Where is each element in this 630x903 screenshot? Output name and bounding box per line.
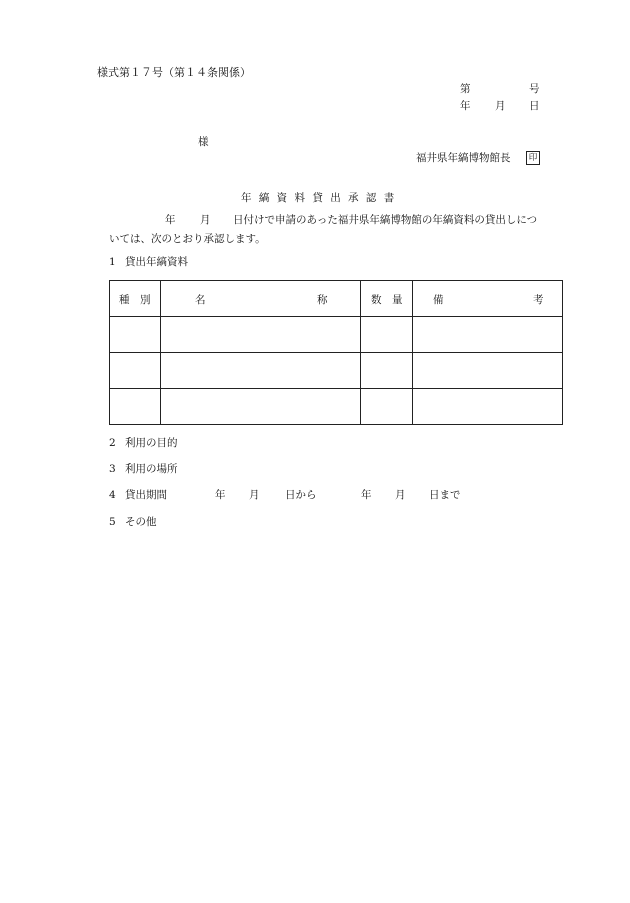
addressee-suffix: 様 (198, 136, 209, 148)
period-end-day: 日まで (429, 489, 461, 501)
date-year: 年 (460, 100, 471, 112)
body-text-line1: 日付けで申請のあった福井県年縞博物館の年縞資料の貸出しにつ (233, 214, 538, 226)
loan-items-table (109, 280, 563, 425)
section-4-label: 貸出期間 (125, 489, 167, 501)
table-cell[interactable] (361, 353, 413, 389)
table-row (110, 353, 563, 389)
date-day: 日 (529, 100, 540, 112)
table-cell[interactable] (413, 389, 563, 425)
issuer-name: 福井県年縞博物館長 (416, 152, 511, 164)
header-name-b: 称 (317, 294, 328, 306)
doc-number-prefix: 第 (460, 83, 471, 95)
section-2-number: 2 (109, 437, 116, 449)
period-start-month: 月 (249, 489, 260, 501)
document-title: 年 縞 資 料 貸 出 承 認 書 (241, 192, 395, 204)
table-cell[interactable] (110, 317, 161, 353)
period-end-month: 月 (395, 489, 406, 501)
table-cell[interactable] (161, 389, 361, 425)
section-5-number: 5 (109, 516, 116, 528)
doc-number-suffix: 号 (529, 83, 540, 95)
table-cell[interactable] (161, 353, 361, 389)
header-type-b: 別 (140, 294, 151, 306)
section-3-number: 3 (109, 463, 116, 475)
table-cell[interactable] (110, 353, 161, 389)
header-type (110, 281, 161, 317)
header-name (161, 281, 361, 317)
section-5-label: その他 (125, 516, 157, 528)
period-end-year: 年 (361, 489, 372, 501)
header-remarks-b: 考 (533, 294, 544, 306)
header-remarks-a: 備 (433, 294, 444, 306)
form-number: 様式第１７号（第１４条関係） (97, 66, 251, 79)
header-type-a: 種 (119, 294, 130, 306)
date-month: 月 (495, 100, 506, 112)
table-header-row (110, 281, 563, 317)
table-row (110, 389, 563, 425)
seal-mark: 印 (526, 151, 540, 165)
section-4-number: 4 (109, 489, 116, 501)
body-month: 月 (200, 214, 211, 226)
header-quantity (361, 281, 413, 317)
header-name-a: 名 (195, 294, 206, 306)
period-start-day: 日から (285, 489, 317, 501)
body-year: 年 (165, 214, 176, 226)
section-3-label: 利用の場所 (125, 463, 178, 475)
header-quantity-a: 数 (371, 294, 382, 306)
section-1-number: 1 (109, 256, 116, 268)
header-remarks (413, 281, 563, 317)
table-cell[interactable] (413, 317, 563, 353)
table-row (110, 317, 563, 353)
table-cell[interactable] (361, 317, 413, 353)
header-quantity-b: 量 (392, 294, 403, 306)
body-text-line2: いては、次のとおり承認します。 (109, 233, 266, 245)
section-1-label: 貸出年縞資料 (125, 256, 188, 268)
table-cell[interactable] (361, 389, 413, 425)
table-cell[interactable] (413, 353, 563, 389)
table-cell[interactable] (161, 317, 361, 353)
section-2-label: 利用の目的 (125, 437, 178, 449)
period-start-year: 年 (215, 489, 226, 501)
table-cell[interactable] (110, 389, 161, 425)
